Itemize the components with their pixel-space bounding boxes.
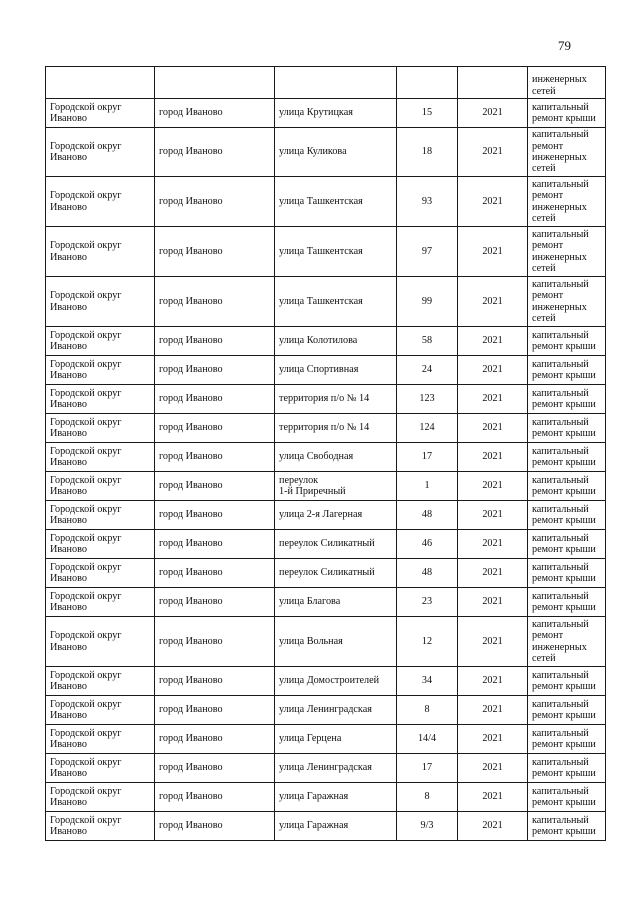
year-text: 2021 (482, 704, 503, 716)
district-cell (46, 588, 155, 617)
street-text: территория п/о № 14 (279, 422, 370, 434)
district-text: Городской округ Иваново (50, 669, 122, 692)
district-text: Городской округ Иваново (50, 445, 122, 468)
year-cell (458, 617, 528, 667)
district-cell (46, 177, 155, 227)
district-text: Городской округ Иваново (50, 756, 122, 779)
table-row (46, 783, 606, 812)
work-cell (528, 667, 606, 696)
street-cell (275, 667, 397, 696)
page-number: 79 (558, 38, 571, 53)
street-cell (275, 67, 397, 99)
city-text: город Иваново (159, 635, 223, 647)
city-text: город Иваново (159, 675, 223, 687)
city-cell (155, 754, 275, 783)
year-cell (458, 414, 528, 443)
house-cell (397, 559, 458, 588)
street-text: улица 2-я Лагерная (279, 509, 363, 521)
street-text: улица Ташкентская (279, 295, 363, 307)
district-text: Городской округ Иваново (50, 698, 122, 721)
year-cell (458, 667, 528, 696)
year-text: 2021 (482, 335, 503, 347)
work-text: капитальный ремонт крыши (532, 756, 596, 779)
year-cell (458, 356, 528, 385)
house-cell (397, 327, 458, 356)
work-cell (528, 812, 606, 841)
table-row (46, 385, 606, 414)
year-text: 2021 (482, 733, 503, 745)
city-text: город Иваново (159, 509, 223, 521)
city-cell (155, 725, 275, 754)
work-cell (528, 67, 606, 99)
district-text: Городской округ Иваново (50, 358, 122, 381)
table-row (46, 501, 606, 530)
district-text: Городской округ Иваново (50, 140, 122, 163)
district-text: Городской округ Иваново (50, 387, 122, 410)
street-cell (275, 443, 397, 472)
district-cell (46, 99, 155, 128)
district-text: Городской округ Иваново (50, 190, 122, 213)
house-text: 93 (421, 195, 433, 207)
street-cell (275, 99, 397, 128)
district-cell (46, 501, 155, 530)
table-row (46, 67, 606, 99)
house-text: 97 (421, 245, 433, 257)
street-text: улица Герцена (279, 733, 342, 745)
work-cell (528, 414, 606, 443)
house-cell (397, 177, 458, 227)
district-cell (46, 725, 155, 754)
district-text: Городской округ Иваново (50, 329, 122, 352)
table-row (46, 177, 606, 227)
street-cell (275, 385, 397, 414)
district-cell (46, 227, 155, 277)
year-cell (458, 227, 528, 277)
house-cell (397, 725, 458, 754)
city-cell (155, 277, 275, 327)
city-text: город Иваново (159, 480, 223, 492)
work-cell (528, 472, 606, 501)
year-text: 2021 (482, 538, 503, 550)
house-cell (397, 696, 458, 725)
work-text: капитальный ремонт крыши (532, 101, 596, 124)
street-text: улица Свободная (279, 451, 354, 463)
house-text: 24 (421, 364, 433, 376)
city-cell (155, 472, 275, 501)
house-cell (397, 277, 458, 327)
district-cell (46, 443, 155, 472)
street-text: территория п/о № 14 (279, 393, 370, 405)
year-text: 2021 (482, 567, 503, 579)
work-text: капитальный ремонт крыши (532, 445, 596, 468)
district-cell (46, 472, 155, 501)
city-text: город Иваново (159, 364, 223, 376)
street-cell (275, 754, 397, 783)
table-body (46, 67, 606, 841)
work-text: капитальный ремонт крыши (532, 387, 596, 410)
table-row (46, 227, 606, 277)
work-cell (528, 559, 606, 588)
street-cell (275, 530, 397, 559)
work-cell (528, 754, 606, 783)
repair-schedule-table (45, 66, 606, 841)
work-text: капитальный ремонт инженерных сетей (532, 228, 589, 274)
city-text: город Иваново (159, 567, 223, 579)
district-cell (46, 696, 155, 725)
district-text: Городской округ Иваново (50, 785, 122, 808)
work-text: капитальный ремонт крыши (532, 474, 596, 497)
city-cell (155, 812, 275, 841)
district-text: Городской округ Иваново (50, 814, 122, 837)
street-text: улица Ташкентская (279, 245, 363, 257)
house-text: 17 (421, 451, 433, 463)
district-text: Городской округ Иваново (50, 630, 122, 653)
work-text: капитальный ремонт крыши (532, 669, 596, 692)
house-text: 1 (424, 480, 430, 492)
table-row (46, 414, 606, 443)
street-cell (275, 277, 397, 327)
city-text: город Иваново (159, 704, 223, 716)
city-cell (155, 227, 275, 277)
city-cell (155, 696, 275, 725)
table-row (46, 754, 606, 783)
work-cell (528, 99, 606, 128)
street-text: улица Ташкентская (279, 195, 363, 207)
house-cell (397, 812, 458, 841)
year-cell (458, 559, 528, 588)
year-text: 2021 (482, 480, 503, 492)
work-text: капитальный ремонт крыши (532, 814, 596, 837)
district-cell (46, 617, 155, 667)
house-text: 124 (419, 422, 435, 434)
table-row (46, 99, 606, 128)
work-cell (528, 356, 606, 385)
house-text: 58 (421, 335, 433, 347)
house-cell (397, 67, 458, 99)
street-cell (275, 327, 397, 356)
year-text: 2021 (482, 295, 503, 307)
street-text: улица Ленинградская (279, 704, 372, 716)
district-cell (46, 559, 155, 588)
house-cell (397, 99, 458, 128)
city-text: город Иваново (159, 245, 223, 257)
table-row (46, 530, 606, 559)
street-cell (275, 177, 397, 227)
work-text: капитальный ремонт крыши (532, 358, 596, 381)
table-row (46, 443, 606, 472)
house-text: 9/3 (420, 820, 434, 832)
work-cell (528, 277, 606, 327)
year-cell (458, 501, 528, 530)
city-cell (155, 99, 275, 128)
city-text: город Иваново (159, 146, 223, 158)
work-cell (528, 725, 606, 754)
work-cell (528, 617, 606, 667)
district-text: Городской округ Иваново (50, 416, 122, 439)
city-cell (155, 385, 275, 414)
year-text: 2021 (482, 107, 503, 119)
year-text: 2021 (482, 820, 503, 832)
house-text: 34 (421, 675, 433, 687)
city-text: город Иваново (159, 107, 223, 119)
year-cell (458, 754, 528, 783)
table-row (46, 725, 606, 754)
year-text: 2021 (482, 509, 503, 521)
city-cell (155, 617, 275, 667)
district-text: Городской округ Иваново (50, 532, 122, 555)
house-cell (397, 667, 458, 696)
house-cell (397, 783, 458, 812)
city-cell (155, 67, 275, 99)
street-cell (275, 812, 397, 841)
work-text: капитальный ремонт крыши (532, 416, 596, 439)
city-text: город Иваново (159, 538, 223, 550)
city-text: город Иваново (159, 393, 223, 405)
table-row (46, 812, 606, 841)
house-cell (397, 227, 458, 277)
city-cell (155, 559, 275, 588)
table-row (46, 696, 606, 725)
city-text: город Иваново (159, 596, 223, 608)
work-text: капитальный ремонт крыши (532, 561, 596, 584)
district-cell (46, 414, 155, 443)
street-text: улица Вольная (279, 635, 343, 647)
work-text: капитальный ремонт крыши (532, 503, 596, 526)
year-cell (458, 812, 528, 841)
year-text: 2021 (482, 422, 503, 434)
year-cell (458, 725, 528, 754)
city-cell (155, 356, 275, 385)
house-text: 48 (421, 567, 433, 579)
work-text: капитальный ремонт крыши (532, 785, 596, 808)
year-cell (458, 385, 528, 414)
year-cell (458, 696, 528, 725)
city-cell (155, 501, 275, 530)
city-cell (155, 783, 275, 812)
street-cell (275, 617, 397, 667)
house-cell (397, 385, 458, 414)
work-cell (528, 696, 606, 725)
year-text: 2021 (482, 195, 503, 207)
city-text: город Иваново (159, 451, 223, 463)
year-cell (458, 783, 528, 812)
street-cell (275, 128, 397, 177)
table-row (46, 128, 606, 177)
city-cell (155, 667, 275, 696)
work-text: капитальный ремонт крыши (532, 727, 596, 750)
district-cell (46, 812, 155, 841)
street-cell (275, 588, 397, 617)
table-row (46, 559, 606, 588)
work-cell (528, 177, 606, 227)
house-text: 123 (419, 393, 435, 405)
district-cell (46, 385, 155, 414)
year-text: 2021 (482, 146, 503, 158)
house-text: 99 (421, 295, 433, 307)
year-cell (458, 277, 528, 327)
house-cell (397, 443, 458, 472)
street-text: улица Ленинградская (279, 762, 372, 774)
district-text: Городской округ Иваново (50, 474, 122, 497)
city-text: город Иваново (159, 762, 223, 774)
house-text: 12 (421, 635, 433, 647)
city-cell (155, 443, 275, 472)
house-cell (397, 128, 458, 177)
street-cell (275, 356, 397, 385)
house-cell (397, 501, 458, 530)
street-text: улица Домостроителей (279, 675, 380, 687)
year-cell (458, 128, 528, 177)
city-text: город Иваново (159, 195, 223, 207)
table-row (46, 588, 606, 617)
city-cell (155, 177, 275, 227)
district-cell (46, 128, 155, 177)
district-text: Городской округ Иваново (50, 240, 122, 263)
street-cell (275, 227, 397, 277)
street-cell (275, 414, 397, 443)
year-cell (458, 530, 528, 559)
city-text: город Иваново (159, 820, 223, 832)
house-text: 14/4 (417, 733, 437, 745)
house-text: 48 (421, 509, 433, 521)
work-text: капитальный ремонт крыши (532, 590, 596, 613)
work-text: капитальный ремонт крыши (532, 532, 596, 555)
district-cell (46, 783, 155, 812)
work-cell (528, 385, 606, 414)
year-cell (458, 67, 528, 99)
work-cell (528, 588, 606, 617)
house-cell (397, 588, 458, 617)
district-cell (46, 754, 155, 783)
year-text: 2021 (482, 393, 503, 405)
work-cell (528, 128, 606, 177)
table-row (46, 356, 606, 385)
table-row (46, 277, 606, 327)
year-text: 2021 (482, 364, 503, 376)
year-text: 2021 (482, 762, 503, 774)
city-text: город Иваново (159, 335, 223, 347)
year-cell (458, 443, 528, 472)
street-cell (275, 472, 397, 501)
work-cell (528, 783, 606, 812)
house-text: 18 (421, 146, 433, 158)
house-text: 8 (424, 791, 430, 803)
table-row (46, 617, 606, 667)
district-cell (46, 67, 155, 99)
street-cell (275, 725, 397, 754)
house-text: 17 (421, 762, 433, 774)
year-cell (458, 99, 528, 128)
work-text: капитальный ремонт крыши (532, 329, 596, 352)
city-text: город Иваново (159, 295, 223, 307)
street-cell (275, 783, 397, 812)
house-cell (397, 356, 458, 385)
table-row (46, 667, 606, 696)
year-cell (458, 588, 528, 617)
street-cell (275, 501, 397, 530)
table-row (46, 472, 606, 501)
street-text: переулок Силикатный (279, 567, 375, 579)
year-cell (458, 177, 528, 227)
house-cell (397, 414, 458, 443)
district-text: Городской округ Иваново (50, 101, 122, 124)
street-text: улица Гаражная (279, 791, 349, 803)
year-text: 2021 (482, 596, 503, 608)
work-cell (528, 227, 606, 277)
year-cell (458, 472, 528, 501)
work-cell (528, 501, 606, 530)
work-text: капитальный ремонт инженерных сетей (532, 129, 589, 175)
work-text: капитальный ремонт инженерных сетей (532, 278, 589, 324)
city-text: город Иваново (159, 733, 223, 745)
district-text: Городской округ Иваново (50, 727, 122, 750)
district-cell (46, 356, 155, 385)
street-text: переулок 1-й Приречный (279, 474, 346, 497)
year-text: 2021 (482, 245, 503, 257)
year-cell (458, 327, 528, 356)
district-cell (46, 530, 155, 559)
work-cell (528, 327, 606, 356)
work-cell (528, 443, 606, 472)
district-cell (46, 667, 155, 696)
year-text: 2021 (482, 635, 503, 647)
work-cell (528, 530, 606, 559)
work-text: капитальный ремонт инженерных сетей (532, 178, 589, 224)
district-cell (46, 327, 155, 356)
city-cell (155, 414, 275, 443)
city-cell (155, 588, 275, 617)
house-cell (397, 754, 458, 783)
year-text: 2021 (482, 451, 503, 463)
house-text: 46 (421, 538, 433, 550)
house-text: 8 (424, 704, 430, 716)
work-text: инженерных сетей (532, 74, 587, 97)
house-cell (397, 530, 458, 559)
district-cell (46, 277, 155, 327)
city-cell (155, 327, 275, 356)
city-cell (155, 128, 275, 177)
house-cell (397, 617, 458, 667)
street-cell (275, 559, 397, 588)
street-text: улица Благова (279, 596, 341, 608)
city-cell (155, 530, 275, 559)
city-text: город Иваново (159, 422, 223, 434)
street-text: переулок Силикатный (279, 538, 375, 550)
district-text: Городской округ Иваново (50, 503, 122, 526)
street-text: улица Куликова (279, 146, 347, 158)
street-text: улица Спортивная (279, 364, 359, 376)
street-text: улица Крутицкая (279, 107, 353, 119)
district-text: Городской округ Иваново (50, 561, 122, 584)
year-text: 2021 (482, 791, 503, 803)
house-cell (397, 472, 458, 501)
city-text: город Иваново (159, 791, 223, 803)
district-text: Городской округ Иваново (50, 290, 122, 313)
table-row (46, 327, 606, 356)
house-text: 15 (421, 107, 433, 119)
work-text: капитальный ремонт крыши (532, 698, 596, 721)
street-text: улица Колотилова (279, 335, 358, 347)
house-text: 23 (421, 596, 433, 608)
street-text: улица Гаражная (279, 820, 349, 832)
year-text: 2021 (482, 675, 503, 687)
work-text: капитальный ремонт инженерных сетей (532, 618, 589, 664)
street-cell (275, 696, 397, 725)
district-text: Городской округ Иваново (50, 590, 122, 613)
